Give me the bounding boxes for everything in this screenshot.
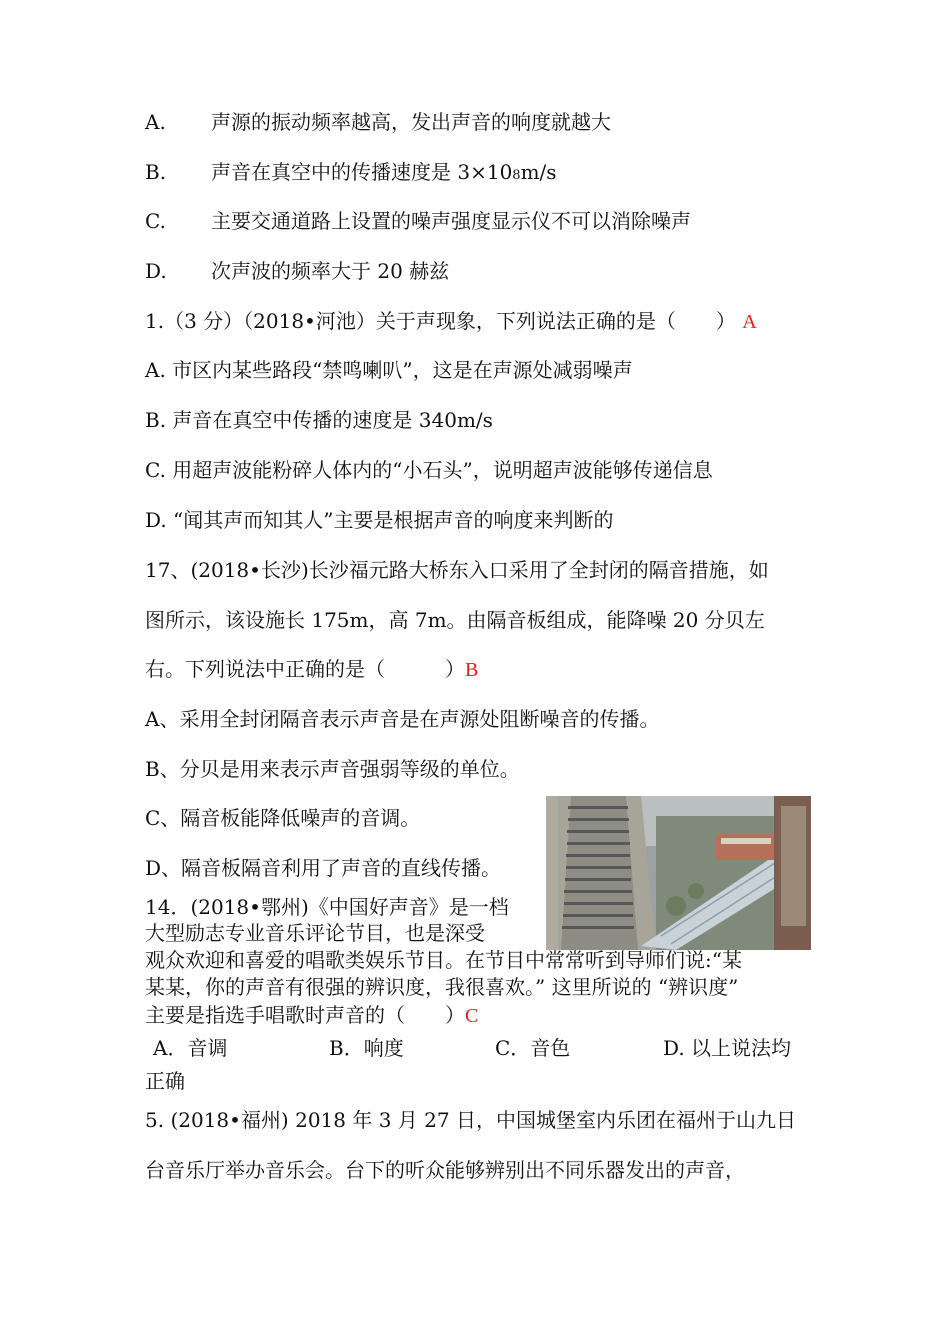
q14-option-a: A．音调	[153, 1036, 228, 1060]
q14-answer: C	[465, 1005, 479, 1027]
sound-barrier-photo	[546, 796, 811, 950]
q1-answer: A	[742, 311, 757, 333]
q14-stem-line-4: 某某，你的声音有很强的辨识度，我很喜欢。” 这里所说的 “辨识度”	[145, 975, 739, 999]
q14-option-b: B．响度	[329, 1036, 404, 1060]
option-a-prev: A. 声源的振动频率越高，发出声音的响度就越大	[145, 110, 611, 134]
q1-option-b: B. 声音在真空中传播的速度是 340m/s	[145, 408, 493, 432]
q14-options-row	[145, 1036, 825, 1060]
q14-stem-line-5: 主要是指选手唱歌时声音的（ ）C	[145, 1003, 479, 1027]
option-d-prev: D. 次声波的频率大于 20 赫兹	[145, 259, 450, 283]
q14-option-d: D. 以上说法均	[663, 1036, 792, 1060]
q1-option-c: C. 用超声波能粉碎人体内的“小石头”，说明超声波能够传递信息	[145, 458, 713, 482]
q17-option-c: C、隔音板能降低噪声的音调。	[145, 806, 421, 830]
q14-option-d-wrap: 正确	[145, 1069, 185, 1093]
option-b-prev: B. 声音在真空中的传播速度是 3×108m/s	[145, 160, 557, 184]
q1-stem: 1.（3 分）（2018•河池）关于声现象，下列说法正确的是（ ） A	[145, 309, 757, 333]
q17-stem-line-3: 右。下列说法中正确的是（ ）B	[145, 657, 479, 681]
q1-option-d: D. “闻其声而知其人”主要是根据声音的响度来判断的	[145, 508, 614, 532]
q14-stem-line-1: 14．(2018•鄂州)《中国好声音》是一档	[145, 895, 509, 919]
q17-stem-line-1: 17、(2018•长沙)长沙福元路大桥东入口采用了全封闭的隔音措施，如	[145, 558, 769, 582]
q14-stem-line-2: 大型励志专业音乐评论节目，也是深受	[145, 921, 485, 945]
option-c-prev: C. 主要交通道路上设置的噪声强度显示仪不可以消除噪声	[145, 209, 691, 233]
q17-stem-line-2: 图所示，该设施长 175m，高 7m。由隔音板组成，能降噪 20 分贝左	[145, 608, 765, 632]
q14-stem-line-3: 观众欢迎和喜爱的唱歌类娱乐节目。在节目中常常听到导师们说:“某	[145, 948, 742, 972]
q5-stem-line-2: 台音乐厅举办音乐会。台下的听众能够辨别出不同乐器发出的声音，	[145, 1158, 745, 1182]
q17-option-d: D、隔音板隔音利用了声音的直线传播。	[145, 856, 502, 880]
q17-answer: B	[465, 659, 479, 681]
q17-option-b: B、分贝是用来表示声音强弱等级的单位。	[145, 757, 520, 781]
q14-option-c: C．音色	[495, 1036, 571, 1060]
q5-stem-line-1: 5. (2018•福州) 2018 年 3 月 27 日，中国城堡室内乐团在福州于山九日	[145, 1108, 796, 1132]
q1-option-a: A. 市区内某些路段“禁鸣喇叭”，这是在声源处减弱噪声	[145, 358, 633, 382]
q17-option-a: A、采用全封闭隔音表示声音是在声源处阻断噪音的传播。	[145, 707, 660, 731]
